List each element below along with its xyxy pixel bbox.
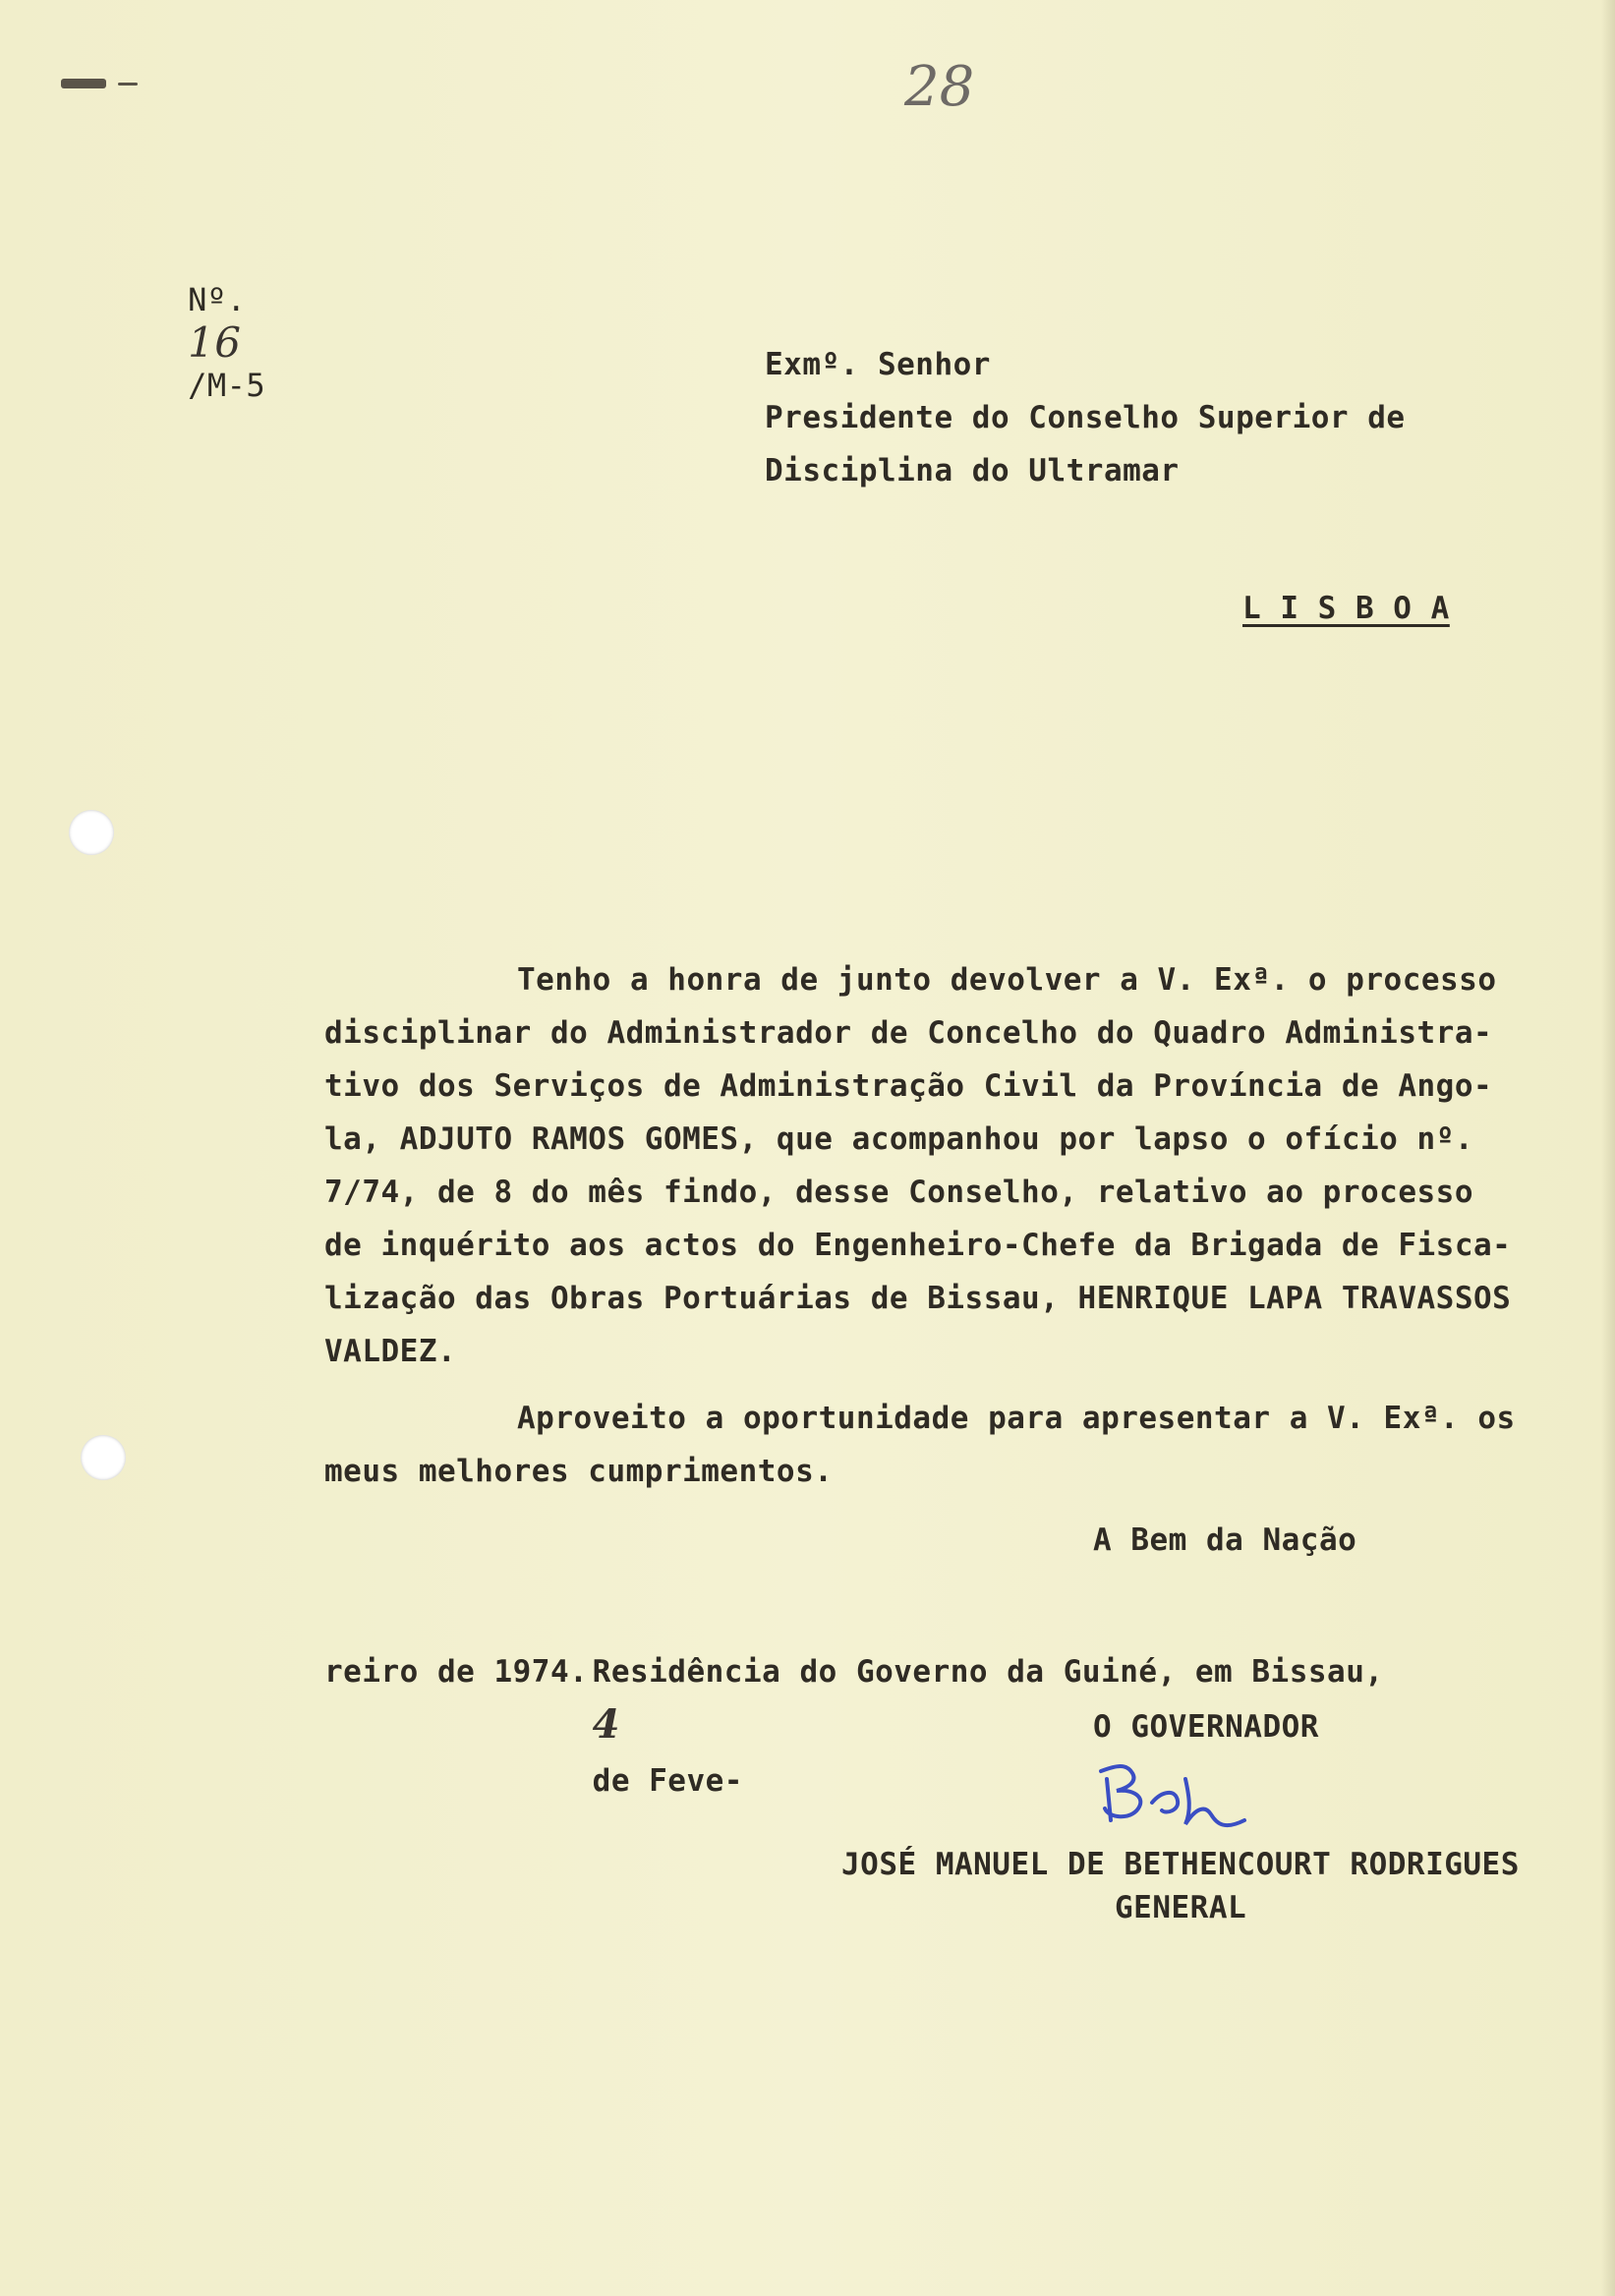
body-line: tivo dos Serviços de Administração Civil da Província de Ango- [324,1068,1493,1104]
body-line: la, ADJUTO RAMOS GOMES, que acompanhou por lapso o ofício nº. [324,1121,1473,1157]
body-line: 7/74, de 8 do mês findo, desse Conselho, relativo ao processo [324,1175,1473,1210]
addressee-line-3: Disciplina do Ultramar [765,453,1180,488]
body-line: lização das Obras Portuárias de Bissau, HENRIQUE LAPA TRAVASSOS [324,1281,1512,1316]
body-line: de inquérito aos actos do Engenheiro-Chefe da Brigada de Fisca- [324,1228,1512,1263]
handwritten-day: 4 [592,1701,620,1748]
reference-prefix: Nº. [188,281,247,318]
body-line: Aproveito a oportunidade para apresentar a V. Exª. os [517,1401,1516,1436]
ink-dash [118,83,138,86]
addressee-line-2: Presidente do Conselho Superior de [765,400,1406,435]
page-number: 28 [904,55,975,119]
body-line: Tenho a honra de junto devolver a V. Exª. o processo [517,962,1497,998]
place-date-text: Residência do Governo da Guiné, em Bissau, [592,1654,1384,1690]
punch-hole-bottom [81,1435,126,1480]
page-edge-shadow [1601,0,1615,2296]
body-line: meus melhores cumprimentos. [324,1454,834,1489]
city: L I S B O A [1242,591,1450,626]
body-line: disciplinar do Administrador de Concelho do Quadro Administra- [324,1015,1493,1051]
reference-handwritten-number: 16 [188,318,242,367]
reference-suffix: /M-5 [188,367,266,404]
body-line: VALDEZ. [324,1334,457,1369]
place-date-text-end: de Feve- [592,1763,743,1799]
signatory-rank: GENERAL [1115,1890,1247,1925]
closing-motto: A Bem da Nação [1093,1522,1357,1558]
signatory-title: O GOVERNADOR [1093,1709,1319,1745]
ink-smudge [61,79,106,88]
reference-line [110,244,265,441]
punch-hole-top [69,810,114,855]
signatory-name: JOSÉ MANUEL DE BETHENCOURT RODRIGUES [841,1847,1520,1882]
place-date-line-2: reiro de 1974. [324,1654,589,1690]
addressee-line-1: Exmº. Senhor [765,347,991,382]
